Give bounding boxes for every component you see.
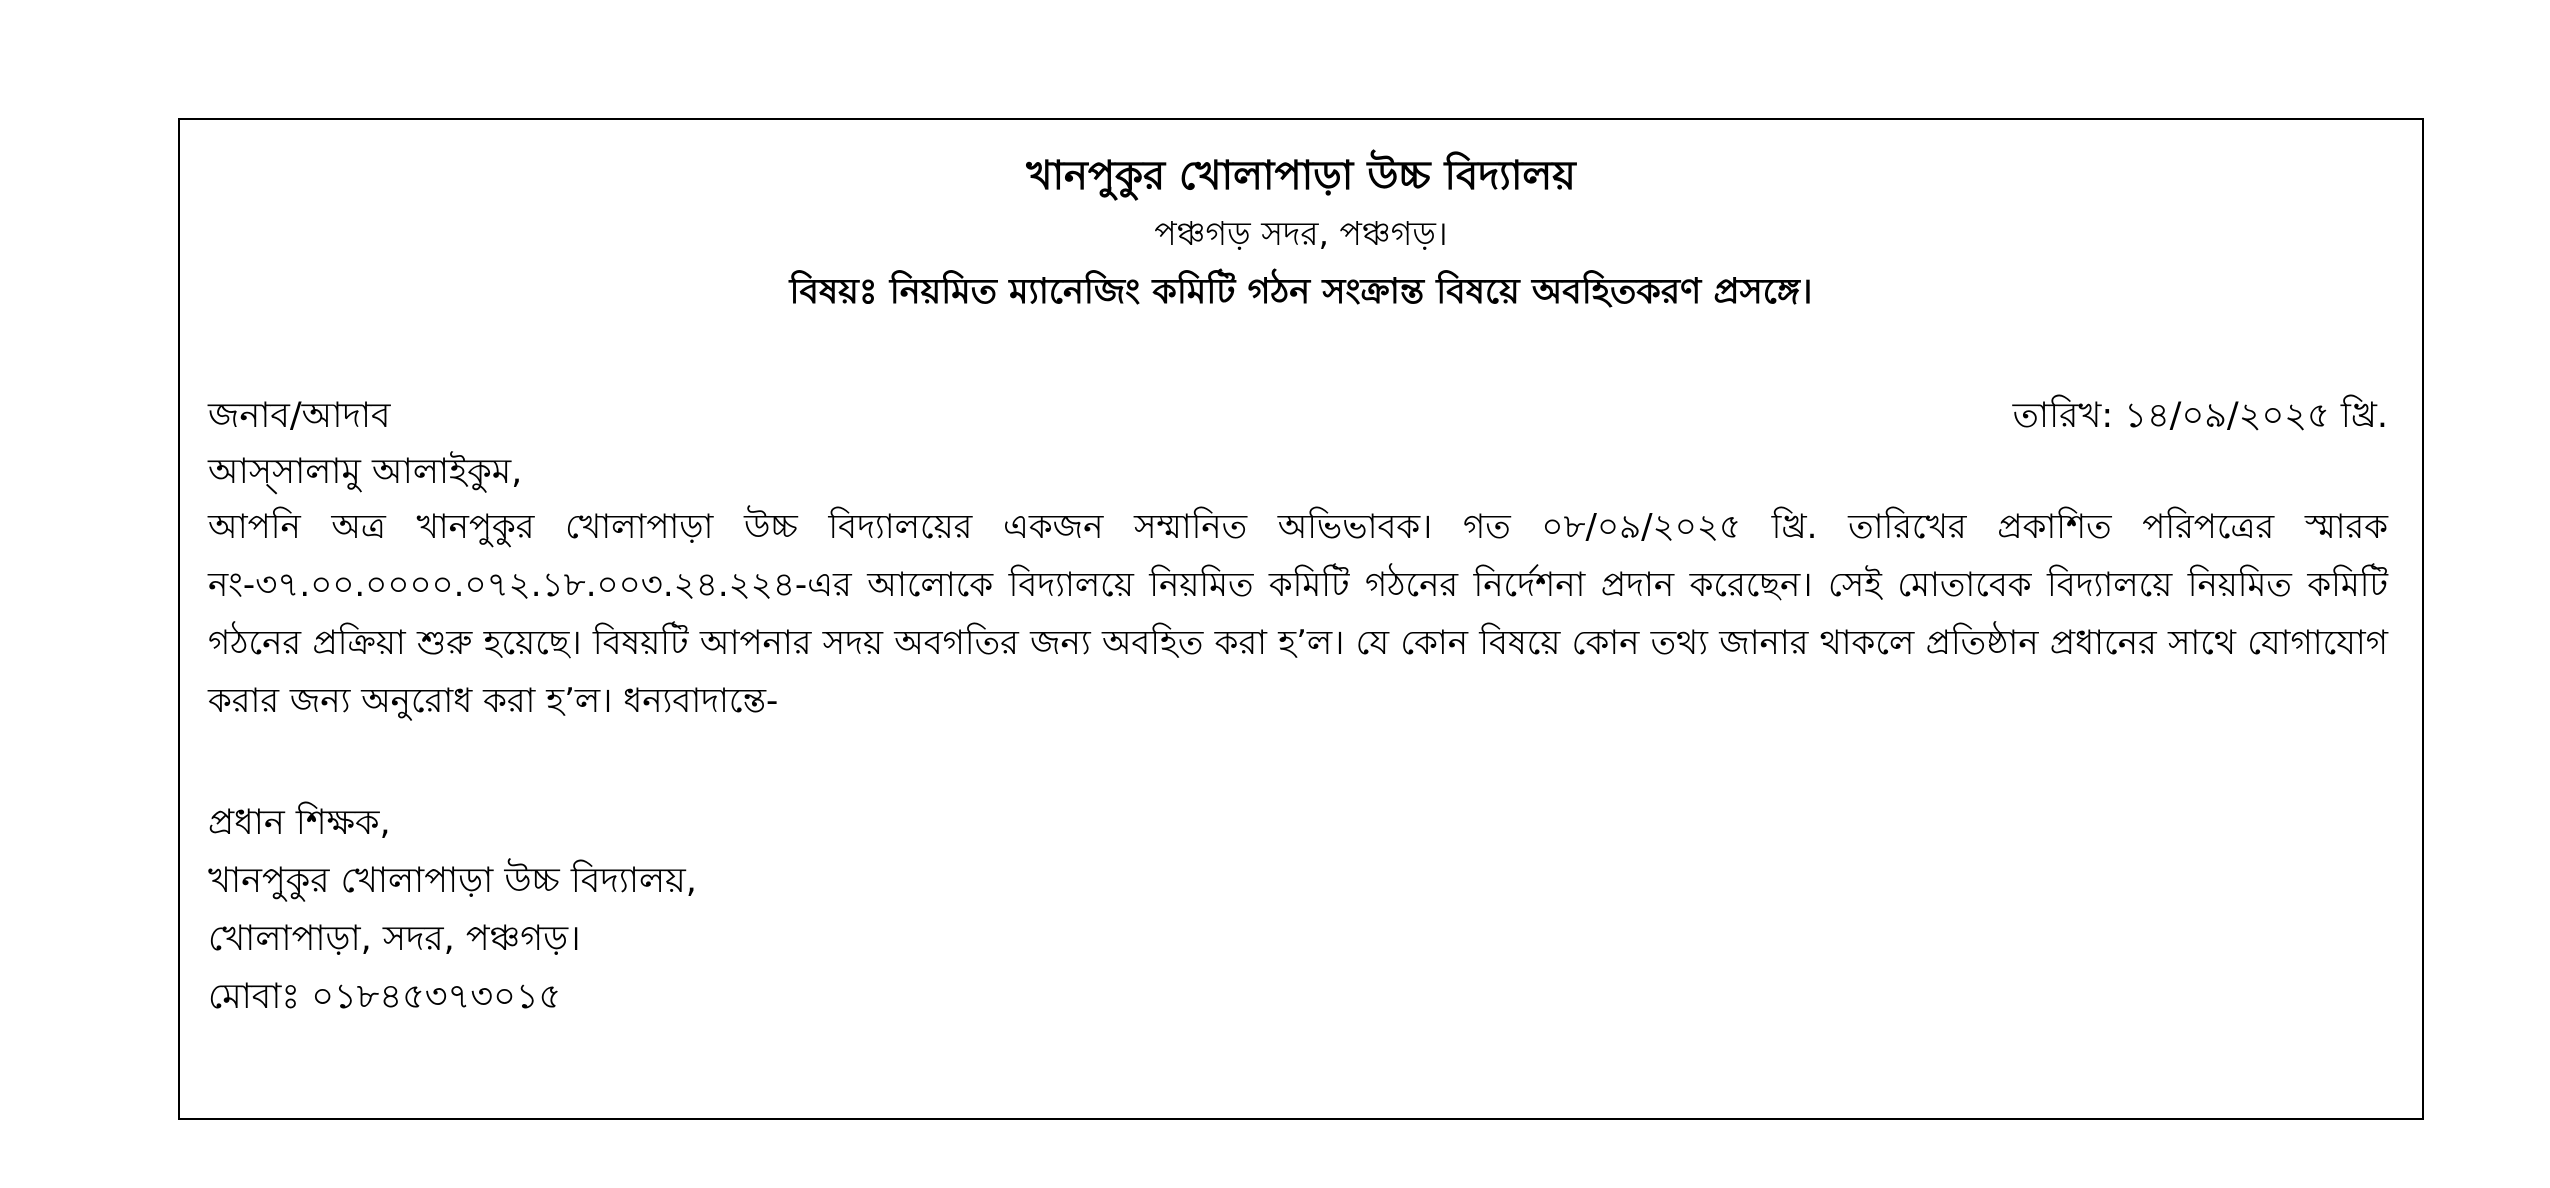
notice-body: আপনি অত্র খানপুকুর খোলাপাড়া উচ্চ বিদ্যালয়ের একজন সম্মানিত অভিভাবক। গত ০৮/০৯/২০২৫ খ্রি. তারিখের প্রকাশিত পরিপত্রের স্মারক নং-৩৭.০০.০০০০.০৭২.১৮.০০৩.২৪.২২৪-এর আলোকে বিদ্যালয়ে নিয়মিত কমিটি গঠনের নির্দেশনা প্রদান করেছেন। সেই মোতাবেক বিদ্যালয়ে নিয়মিত কমিটি গঠনের প্রক্রিয়া শুরু হয়েছে। বিষয়টি আপনার সদয় অবগতির জন্য অবহিত করা হ’ল। যে কোন বিষয়ে কোন তথ্য জানার থাকলে প্রতিষ্ঠান প্রধানের সাথে যোগাযোগ করার জন্য অনুরোধ করা হ’ল। ধন্যবাদান্তে- — [208, 507, 2388, 721]
school-address: পঞ্চগড় সদর, পঞ্চগড়। — [1154, 214, 1448, 253]
notice-date: তারিখ: ১৪/০৯/২০২৫ খ্রি. — [2012, 396, 2388, 436]
salutation-row — [208, 388, 2388, 447]
salutation: জনাব/আদাব — [208, 396, 391, 436]
signature-block — [208, 794, 697, 1026]
greeting: আস্‌সালামু আলাইকুম, — [208, 452, 523, 492]
signature-school: খানপুকুর খোলাপাড়া উচ্চ বিদ্যালয়, — [208, 861, 697, 901]
signature-mobile: মোবাঃ ০১৮৪৫৩৭৩০১৫ — [208, 977, 562, 1017]
subject-line: বিষয়ঃ নিয়মিত ম্যানেজিং কমিটি গঠন সংক্রান্ত বিষয়ে অবহিতকরণ প্রসঙ্গে। — [789, 272, 1813, 312]
signature-location: খোলাপাড়া, সদর, পঞ্চগড়। — [208, 919, 581, 959]
signature-title: প্রধান শিক্ষক, — [208, 803, 391, 843]
school-name: খানপুকুর খোলাপাড়া উচ্চ বিদ্যালয় — [1026, 153, 1576, 199]
notice-frame — [178, 118, 2424, 1120]
